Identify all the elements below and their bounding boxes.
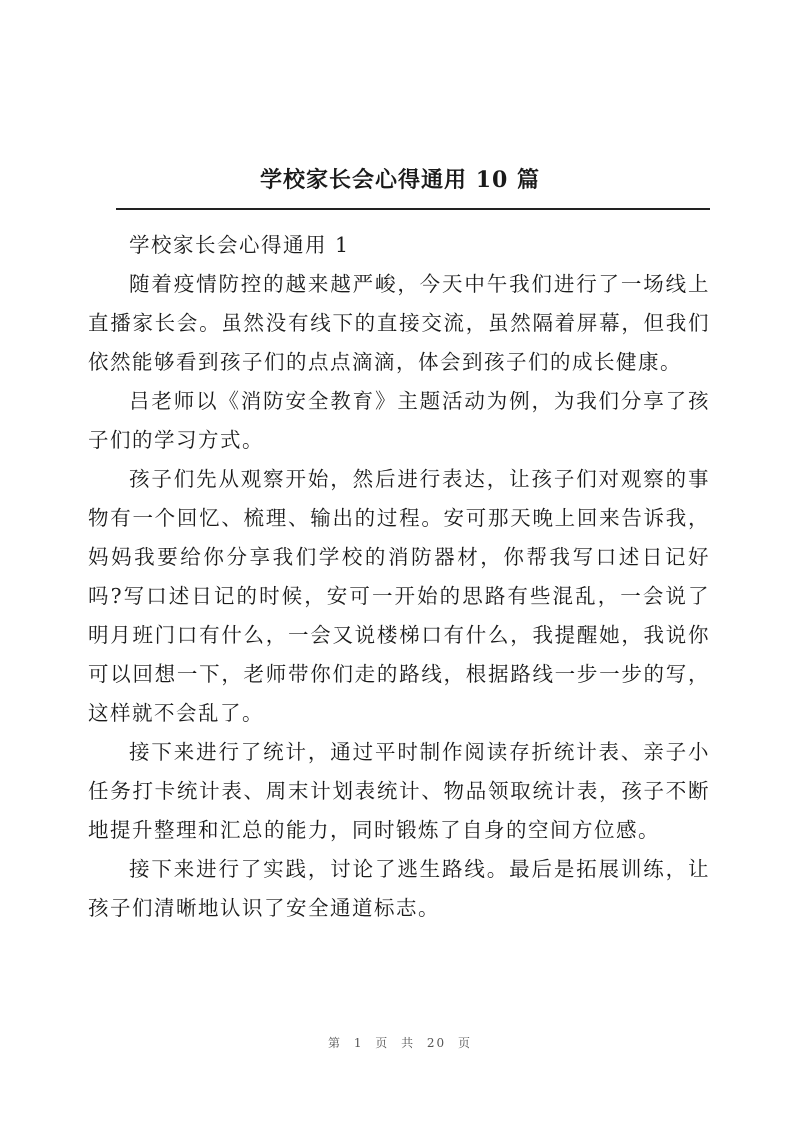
body-paragraph: 随着疫情防控的越来越严峻，今天中午我们进行了一场线上直播家长会。虽然没有线下的直接交流，虽然隔着屏幕，但我们依然能够看到孩子们的点点滴滴，体会到孩子们的成长健康。 [88,272,710,374]
document-body [88,226,710,928]
title-underline [116,208,710,210]
body-paragraph: 接下来进行了统计，通过平时制作阅读存折统计表、亲子小任务打卡统计表、周末计划表统计、物品领取统计表，孩子不断地提升整理和汇总的能力，同时锻炼了自身的空间方位感。 [88,740,710,842]
body-paragraph: 孩子们先从观察开始，然后进行表达，让孩子们对观察的事物有一个回忆、梳理、输出的过程。安可那天晚上回来告诉我，妈妈我要给你分享我们学校的消防器材，你帮我写口述日记好吗?写口述日记的时候，安可一开始的思路有些混乱，一会说了明月班门口有什么，一会又说楼梯口有什么，我提醒她，我说你可以回想一下，老师带你们走的路线，根据路线一步一步的写，这样就不会乱了。 [88,467,710,725]
section-heading: 学校家长会心得通用 1 [129,233,350,257]
body-paragraph: 接下来进行了实践，讨论了逃生路线。最后是拓展训练，让孩子们清晰地认识了安全通道标志。 [88,857,710,920]
page-number-footer: 第 1 页 共 20 页 [328,1036,472,1050]
document-title: 学校家长会心得通用 10 篇 [260,167,540,193]
body-paragraph: 吕老师以《消防安全教育》主题活动为例，为我们分享了孩子们的学习方式。 [88,389,710,452]
